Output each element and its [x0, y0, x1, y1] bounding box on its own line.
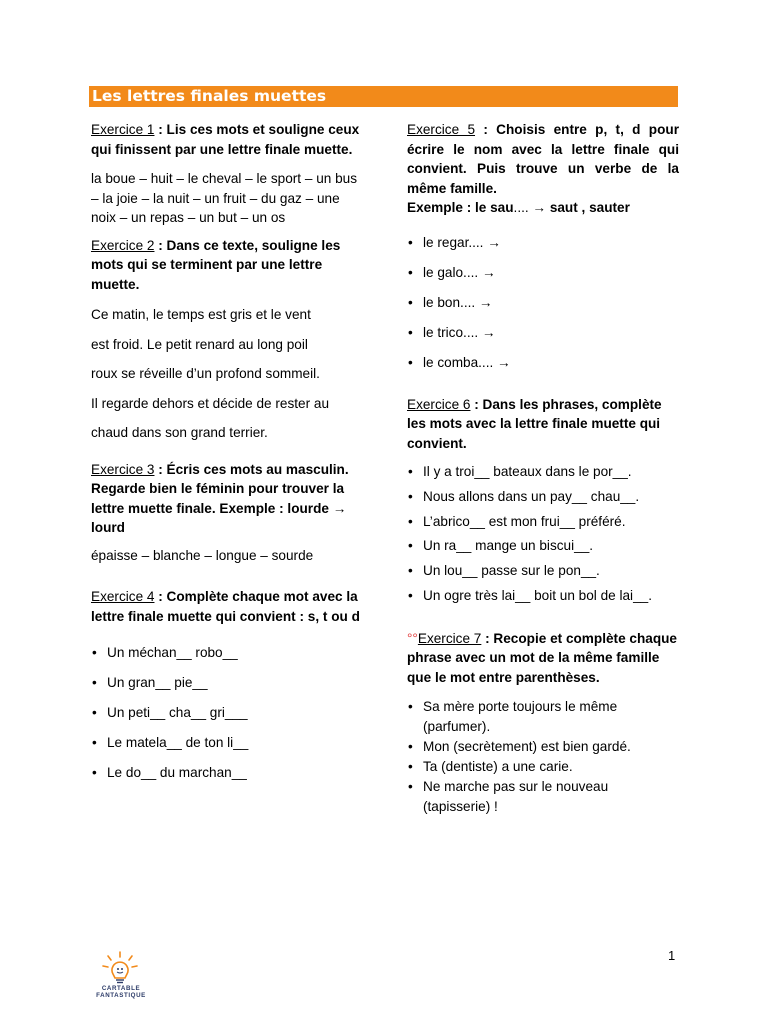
exercise-5-heading	[407, 120, 679, 198]
exercise-7-list	[407, 697, 679, 817]
list-item: • L’abrico__ est mon frui__ préféré.	[407, 510, 679, 535]
exercise-2-text	[91, 300, 363, 448]
exercise-3-words: épaisse – blanche – longue – sourde	[91, 547, 314, 563]
exercise-1-words: la boue – huit – le cheval – le sport – un bus – la joie – la nuit – un fruit – du gaz – une noix – un repas – un but – un os	[91, 171, 358, 225]
text-line: Ce matin, le temps est gris et le vent	[91, 307, 311, 322]
exercise-1-label: Exercice 1	[91, 122, 155, 137]
exercise-2-label: Exercice 2	[91, 237, 155, 253]
exercise-3-label: Exercice 3	[91, 461, 155, 477]
left-column	[91, 120, 363, 788]
exercise-1-heading	[91, 120, 363, 159]
logo-text	[96, 985, 146, 999]
list-item: • Le do__ du marchan__	[91, 758, 363, 788]
arrow-icon: →	[328, 500, 347, 516]
list-item: • Un peti__ cha__ gri___	[91, 698, 363, 728]
list-item: • Nous allons dans un pay__ chau__.	[407, 485, 679, 510]
list-item: • le comba.... →	[407, 348, 679, 378]
example-answer: saut , sauter	[549, 200, 630, 215]
list-item: • le bon.... →	[407, 288, 679, 318]
list-item: • le regar.... →	[407, 228, 679, 258]
list-item: • Le matela__ de ton li__	[91, 728, 363, 758]
text-line: chaud dans son grand terrier.	[91, 425, 268, 440]
list-item: • le galo.... →	[407, 258, 679, 288]
list-item: • Sa mère porte toujours le même (parfumer).	[407, 697, 679, 737]
logo-text-line2: FANTASTIQUE	[96, 992, 146, 999]
difficulty-marks: °°	[407, 630, 418, 646]
exercise-7-label: Exercice 7	[417, 630, 482, 646]
logo-text-line1: CARTABLE	[101, 985, 141, 992]
list-item: • Ta (dentiste) a une carie.	[407, 757, 679, 777]
list-item: • Il y a troi__ bateaux dans le por__.	[407, 460, 679, 485]
right-column	[407, 120, 679, 817]
list-item: • Mon (secrètement) est bien gardé.	[407, 737, 679, 757]
exercise-4-list	[91, 638, 363, 788]
exercise-6-label: Exercice 6	[407, 396, 471, 412]
text-line: est froid. Le petit renard au long poil	[91, 336, 308, 352]
exercise-6-heading	[407, 395, 679, 454]
exercise-3-heading	[91, 460, 363, 538]
exercise-4-instruction: : Complète chaque mot avec la lettre finale muette qui convient : s, t ou d	[91, 589, 360, 624]
list-item: • Un ra__ mange un biscui__.	[407, 534, 679, 559]
page-number: 1	[668, 948, 676, 963]
exercise-5-instruction: : Choisis entre p, t, d pour écrire le nom avec la lettre finale qui convient. Puis trouve un verbe de la même famille.	[407, 122, 679, 196]
exercise-2-heading	[91, 236, 363, 295]
exercise-6-list	[407, 460, 679, 609]
list-item: • Un gran__ pie__	[91, 668, 363, 698]
list-item: • Un lou__ passe sur le pon__.	[407, 559, 679, 584]
text-line: Il regarde dehors et décide de rester au	[91, 395, 330, 411]
exercise-7-heading	[407, 629, 679, 688]
exercise-1-instruction: : Lis ces mots et souligne ceux qui finissent par une lettre finale muette.	[91, 122, 360, 157]
exercise-5-example	[407, 198, 679, 218]
exercise-3-instruction: : Écris ces mots au masculin. Regarde bien le féminin pour trouver la lettre muette finale. Exemple : lourde	[91, 461, 349, 516]
example-dots: .... →	[513, 200, 550, 215]
exercise-7-instruction: : Recopie et complète chaque phrase avec un mot de la même famille que le mot entre parenthèses.	[407, 630, 677, 685]
exercise-4-heading	[91, 587, 363, 626]
exercise-4-label: Exercice 4	[91, 589, 155, 604]
list-item: • Ne marche pas sur le nouveau (tapisserie) !	[407, 777, 679, 817]
title-bar	[89, 86, 678, 107]
example-prefix: Exemple : le sau	[407, 200, 514, 215]
exercise-6-instruction: : Dans les phrases, complète les mots avec la lettre finale muette qui convient.	[407, 396, 662, 451]
list-item: • Un ogre très lai__ boit un bol de lai__.	[407, 584, 679, 609]
text-line: roux se réveille d’un profond sommeil.	[91, 366, 320, 381]
exercise-3-example-answer: lourd	[91, 520, 125, 535]
exercise-5-list	[407, 228, 679, 378]
exercise-5-label: Exercice 5	[407, 122, 476, 137]
list-item: • le trico.... →	[407, 318, 679, 348]
list-item: • Un méchan__ robo__	[91, 638, 363, 668]
page-title: Les lettres finales muettes	[92, 87, 327, 105]
exercise-2-instruction: : Dans ce texte, souligne les mots qui se terminent par une lettre muette.	[91, 237, 341, 292]
